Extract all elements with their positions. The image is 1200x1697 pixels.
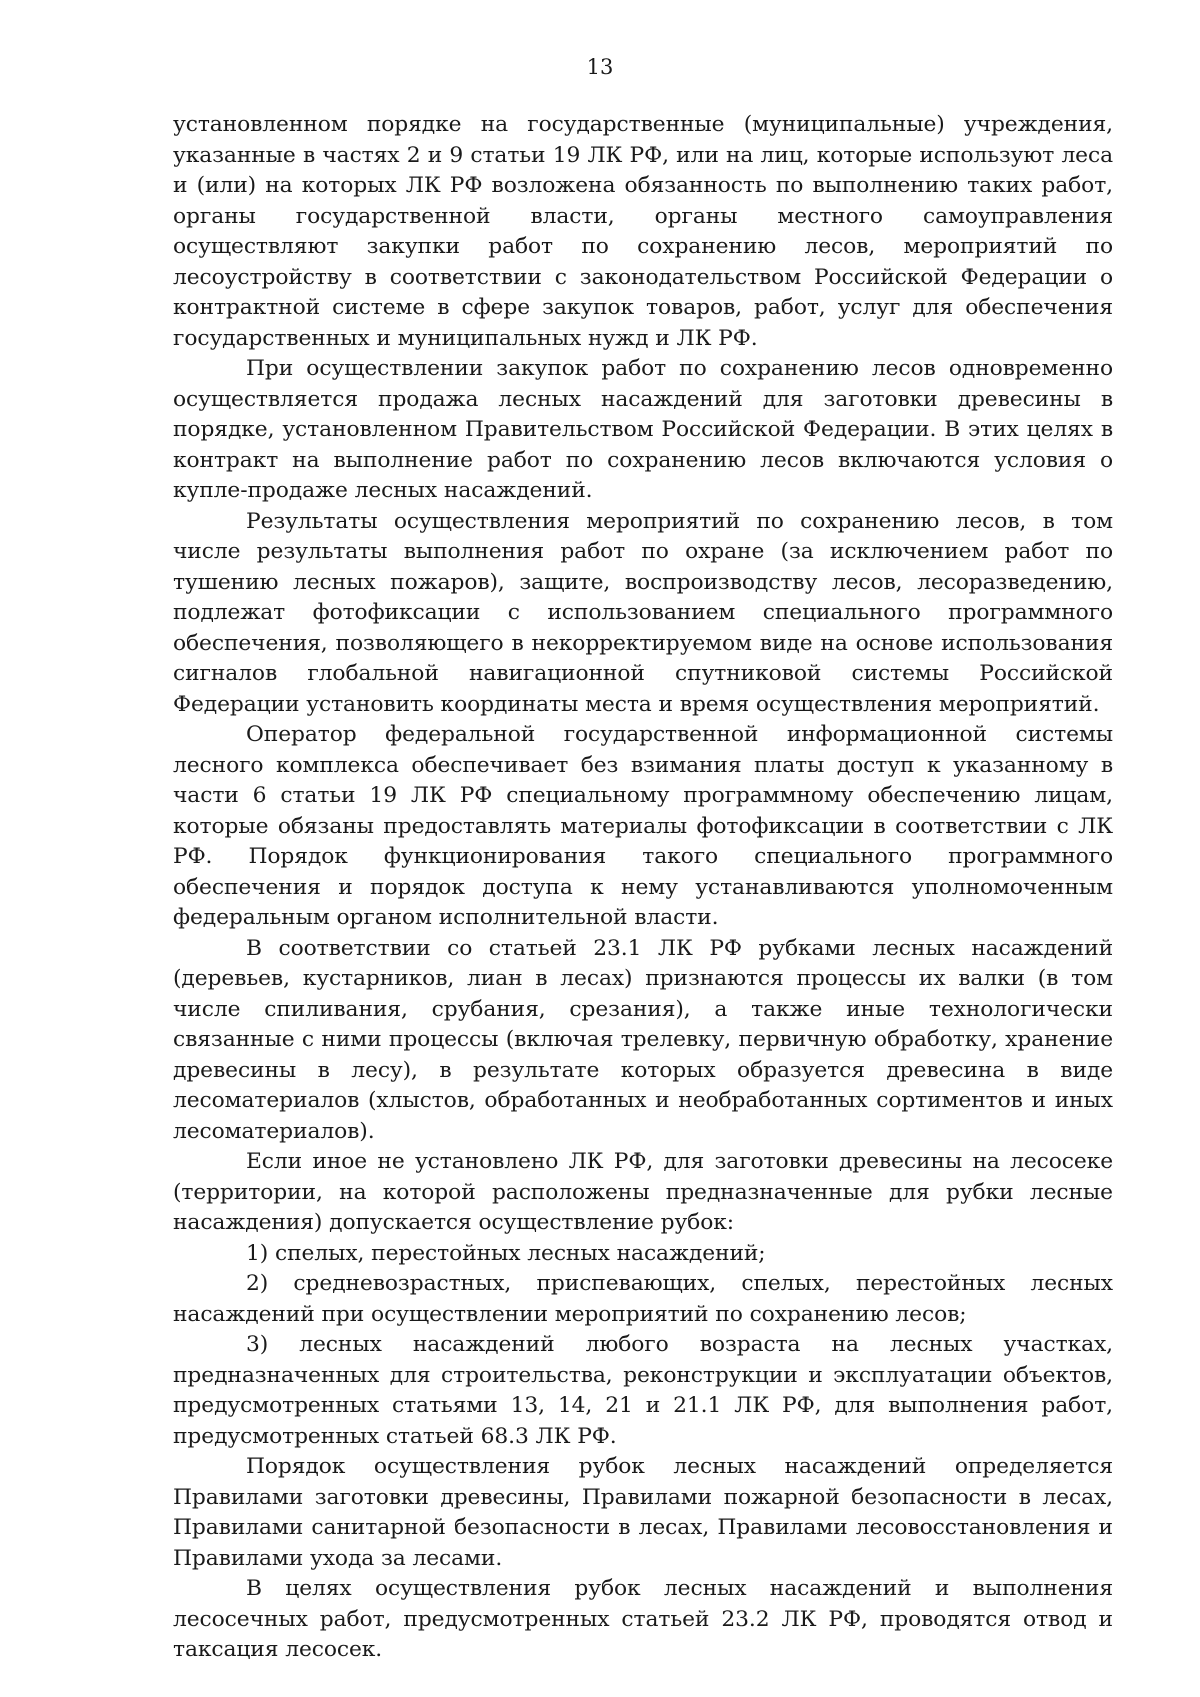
paragraph-continuation: установленном порядке на государственные (муниципальные) учреждения, указанные в частях 2 и 9 статьи 19 ЛК РФ, или на лиц, которые используют леса и (или) на которых ЛК РФ возложена обязанность по выполнению таких работ, органы государственной власти, органы местного самоуправления осуществляют закупки работ по сохранению лесов, мероприятий по лесоустройству в соответствии с законодательством Российской Федерации о контрактной системе в сфере закупок товаров, работ, услуг для обеспечения государственных и муниципальных нужд и ЛК РФ. bbox=[173, 112, 1113, 351]
paragraph-felling-definition: В соответствии со статьей 23.1 ЛК РФ рубками лесных насаждений (деревьев, кустарников, лиан в лесах) признаются процессы их валки (в том числе спиливания, срубания, срезания), а также иные технологически связанные с ними процессы (включая трелевку, первичную обработку, хранение древесины в лесу), в результате которых образуется древесина в виде лесоматериалов (хлыстов, обработанных и необработанных сортиментов и иных лесоматериалов). bbox=[173, 935, 1113, 1144]
page-number: 13 bbox=[586, 55, 614, 79]
list-item-1: 1) спелых, перестойных лесных насаждений; bbox=[246, 1240, 766, 1266]
list-item-3: 3) лесных насаждений любого возраста на лесных участках, предназначенных для строительства, реконструкции и эксплуатации объектов, предусмотренных статьями 13, 14, 21 и 21.1 ЛК РФ, для выполнения работ, предусмотренных статьей 68.3 ЛК РФ. bbox=[173, 1332, 1113, 1449]
paragraph-forest-conservation-procurement: При осуществлении закупок работ по сохранению лесов одновременно осуществляется продажа лесных насаждений для заготовки древесины в порядке, установленном Правительством Российской Федерации. В этих целях в контракт на выполнение работ по сохранению лесов включаются условия о купле-продаже лесных насаждений. bbox=[173, 356, 1113, 503]
paragraph-information-system-operator: Оператор федеральной государственной информационной системы лесного комплекса обеспечивает без взимания платы доступ к указанному в части 6 статьи 19 ЛК РФ специальному программному обеспечению лицам, которые обязаны предоставлять материалы фотофиксации в соответствии с ЛК РФ. Порядок функционирования такого специального программного обеспечения и порядок доступа к нему устанавливаются уполномоченным федеральным органом исполнительной власти. bbox=[173, 722, 1113, 930]
paragraph-cutting-area-allotment: В целях осуществления рубок лесных насаждений и выполнения лесосечных работ, предусмотренных статьей 23.2 ЛК РФ, проводятся отвод и таксация лесосек. bbox=[173, 1576, 1113, 1662]
paragraph-felling-rules: Порядок осуществления рубок лесных насаждений определяется Правилами заготовки древесины, Правилами пожарной безопасности в лесах, Правилами санитарной безопасности в лесах, Правилами лесовосстановления и Правилами ухода за лесами. bbox=[173, 1454, 1113, 1571]
paragraph-felling-allowed: Если иное не установлено ЛК РФ, для заготовки древесины на лесосеке (территории, на которой расположены предназначенные для рубки лесные насаждения) допускается осуществление рубок: bbox=[173, 1149, 1113, 1235]
document-body bbox=[173, 110, 1113, 1666]
list-item-2: 2) средневозрастных, приспевающих, спелых, перестойных лесных насаждений при осуществлении мероприятий по сохранению лесов; bbox=[173, 1271, 1113, 1327]
paragraph-photo-recording: Результаты осуществления мероприятий по сохранению лесов, в том числе результаты выполнения работ по охране (за исключением работ по тушению лесных пожаров), защите, воспроизводству лесов, лесоразведению, подлежат фотофиксации с использованием специального программного обеспечения, позволяющего в некорректируемом виде на основе использования сигналов глобальной навигационной спутниковой системы Российской Федерации установить координаты места и время осуществления мероприятий. bbox=[173, 508, 1113, 717]
